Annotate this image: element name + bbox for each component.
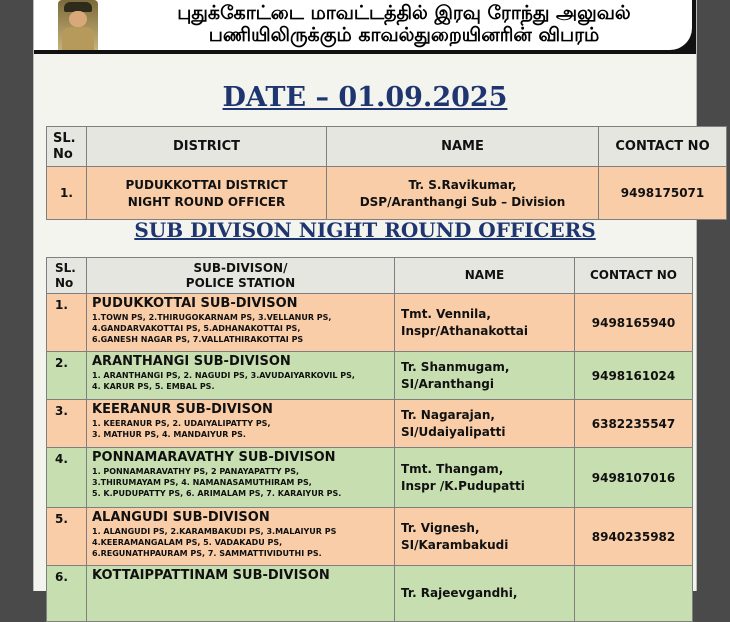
contact-header: CONTACT NO	[599, 127, 727, 167]
contact-cell: 9498175071	[599, 167, 727, 220]
notice-sheet	[33, 0, 710, 600]
subdivision-cell: KOTTAIPPATTINAM SUB-DIVISON	[87, 566, 395, 622]
sl-no-header: SL. No	[47, 127, 87, 167]
officer-name-cell: Tr. Shanmugam, SI/Aranthangi	[395, 352, 575, 400]
subdivision-cell: PUDUKKOTTAI SUB-DIVISON 1.TOWN PS, 2.THIRUGOKARNAM PS, 3.VELLANUR PS, 4.GANDARVAKOTTAI PS, 5.ADHANAKOTTAI PS, 6.GANESH NAGAR PS, 7.VALLATHIRAKOTTAI PS	[87, 294, 395, 352]
table-header-row	[47, 127, 727, 167]
subdivision-header: SUB-DIVISON/ POLICE STATION	[87, 258, 395, 294]
table-row	[47, 448, 693, 508]
contact-header: CONTACT NO	[575, 258, 693, 294]
table-row	[47, 566, 693, 622]
sl-no-header: SL. No	[47, 258, 87, 294]
subdivision-cell: PONNAMARAVATHY SUB-DIVISON 1. PONNAMARAVATHY PS, 2 PANAYAPATTY PS, 3.THIRUMAYAM PS, 4. NAMANASAMUTHIRAM PS, 5. K.PUDUPATTY PS, 6. ARIMALAM PS, 7. KARAIYUR PS.	[87, 448, 395, 508]
table-row	[47, 167, 727, 220]
header-banner	[34, 0, 696, 54]
subdivision-cell: ALANGUDI SUB-DIVISON 1. ALANGUDI PS, 2.KARAMBAKUDI PS, 3.MALAIYUR PS 4.KEERAMANGALAM PS, 5. VADAKADU PS, 6.REGUNATHPAURAM PS, 7. SAMMATTIVIDUTHI PS.	[87, 508, 395, 566]
officer-name-cell: Tmt. Thangam, Inspr /K.Pudupatti	[395, 448, 575, 508]
contact-cell: 8940235982	[575, 508, 693, 566]
sl-no-cell: 2.	[47, 352, 87, 400]
table-row	[47, 294, 693, 352]
sl-no-cell: 5.	[47, 508, 87, 566]
district-cell: PUDUKKOTTAI DISTRICT NIGHT ROUND OFFICER	[87, 167, 327, 220]
tamil-title-line1: புதுக்கோட்டை மாவட்டத்தில் இரவு ரோந்து அலுவல்	[177, 2, 631, 24]
contact-cell: 9498107016	[575, 448, 693, 508]
table-row	[47, 400, 693, 448]
contact-cell: 9498161024	[575, 352, 693, 400]
contact-cell	[575, 566, 693, 622]
contact-cell: 6382235547	[575, 400, 693, 448]
table-row	[47, 352, 693, 400]
table-row	[47, 508, 693, 566]
sl-no-cell: 1.	[47, 294, 87, 352]
police-officer-icon	[58, 0, 98, 50]
name-header: NAME	[395, 258, 575, 294]
officer-name-cell: Tr. S.Ravikumar, DSP/Aranthangi Sub – Division	[327, 167, 599, 220]
tamil-title-line2: பணியிலிருக்கும் காவல்துறையினரின் விபரம்	[208, 24, 600, 46]
name-header: NAME	[327, 127, 599, 167]
sl-no-cell: 6.	[47, 566, 87, 622]
officer-name-cell: Tr. Rajeevgandhi,	[395, 566, 575, 622]
district-header: DISTRICT	[87, 127, 327, 167]
subdivision-cell: ARANTHANGI SUB-DIVISON 1. ARANTHANGI PS, 2. NAGUDI PS, 3.AVUDAIYARKOVIL PS, 4. KARUR PS, 5. EMBAL PS.	[87, 352, 395, 400]
table-header-row	[47, 258, 693, 294]
sl-no-cell: 3.	[47, 400, 87, 448]
sl-no-cell: 1.	[47, 167, 87, 220]
subdivision-officer-table	[46, 257, 693, 622]
subdivision-cell: KEERANUR SUB-DIVISON 1. KEERANUR PS, 2. UDAIYALIPATTY PS, 3. MATHUR PS, 4. MANDAIYUR PS.	[87, 400, 395, 448]
officer-name-cell: Tr. Nagarajan, SI/Udaiyalipatti	[395, 400, 575, 448]
sl-no-cell: 4.	[47, 448, 87, 508]
officer-name-cell: Tr. Vignesh, SI/Karambakudi	[395, 508, 575, 566]
date-heading: DATE – 01.09.2025	[222, 82, 508, 113]
subdivision-heading: SUB DIVISON NIGHT ROUND OFFICERS	[134, 218, 596, 242]
officer-name-cell: Tmt. Vennila, Inspr/Athanakottai	[395, 294, 575, 352]
district-officer-table	[46, 126, 727, 220]
contact-cell: 9498165940	[575, 294, 693, 352]
